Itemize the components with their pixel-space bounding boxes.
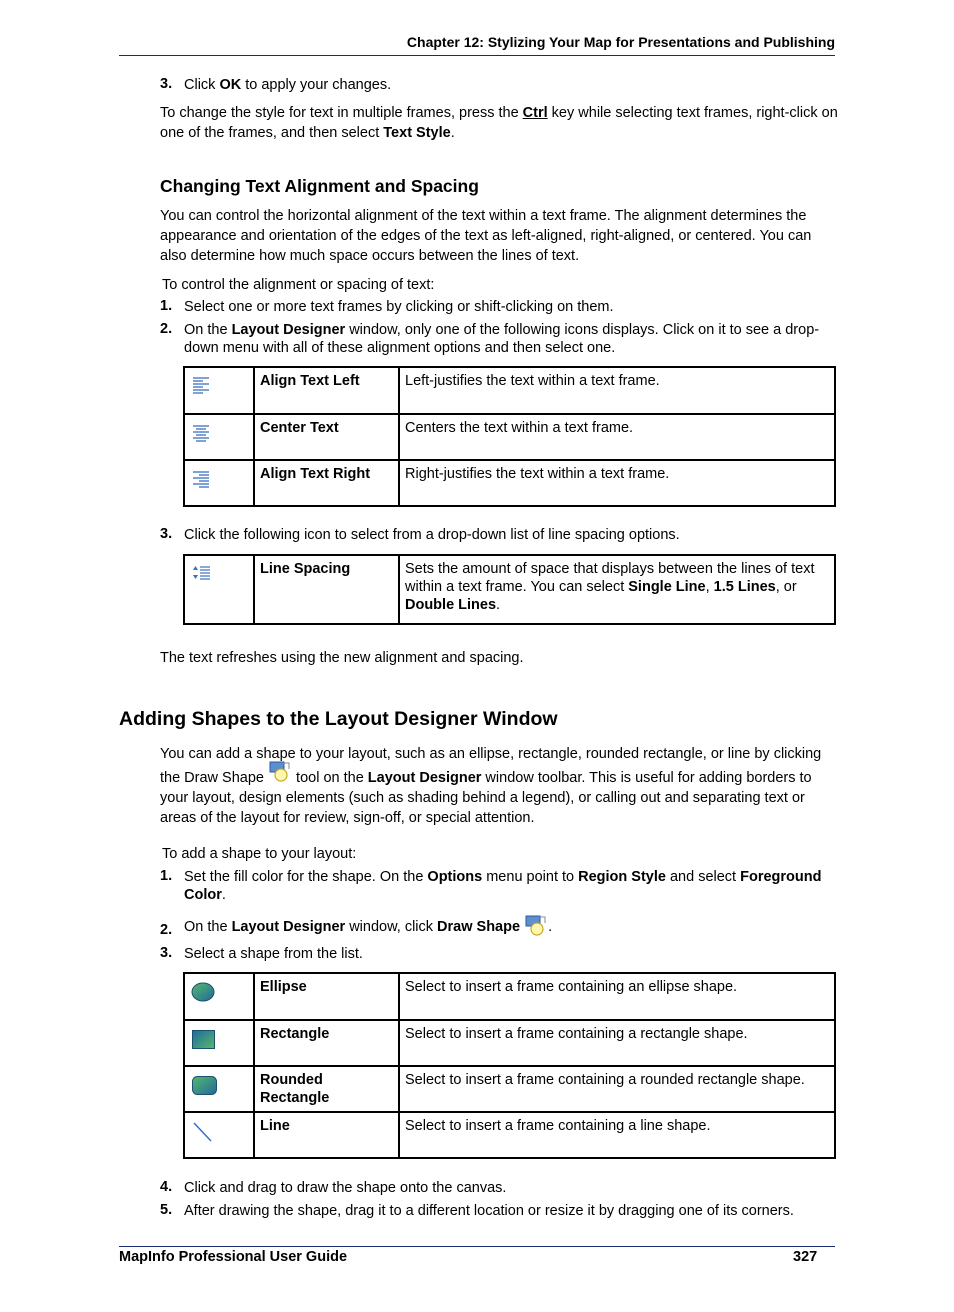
alignment-table [183, 366, 836, 507]
draw-shape-icon [524, 914, 548, 938]
step-number: 1. [160, 868, 173, 884]
line-spacing-icon [191, 562, 213, 582]
option-description: Right-justifies the text within a text frame. [399, 460, 835, 506]
option-description: Left-justifies the text within a text frame. [399, 367, 835, 414]
rectangle-icon [191, 1027, 219, 1051]
paragraph: You can control the horizontal alignment of the text within a text frame. The alignment determines the appearance and orientation of the edges of the text as left-aligned, right-aligned, or centered. You can also determine how much space occurs between the lines of text. [160, 208, 812, 264]
footer-rule [119, 1246, 835, 1247]
table-row [184, 1020, 835, 1066]
step-number: 1. [160, 298, 173, 314]
step-text: Click the following icon to select from a drop-down list of line spacing options. [184, 527, 680, 543]
section-heading: Changing Text Alignment and Spacing [160, 176, 479, 196]
footer-guide-title: MapInfo Professional User Guide [119, 1249, 348, 1265]
step-text: After drawing the shape, drag it to a different location or resize it by dragging one of its corners. [184, 1203, 794, 1219]
paragraph: To change the style for text in multiple frames, press the Ctrl key while selecting text frames, right-click on one of the frames, and then select Text Style. [160, 105, 838, 141]
table-row [184, 1066, 835, 1112]
step-number: 3. [160, 526, 173, 542]
option-description: Select to insert a frame containing an ellipse shape. [399, 973, 835, 1020]
paragraph: You can add a shape to your layout, such as an ellipse, rectangle, rounded rectangle, or line by clicking the Draw Shape tool on the Layout Designer window toolbar. This is useful for adding borders to your layout, design elements (such as shading behind a legend), or calling out and separating text or areas of the layout for review, sign-off, or special attention. [160, 746, 822, 826]
align-right-icon [191, 467, 211, 489]
section-heading: Adding Shapes to the Layout Designer Window [119, 708, 558, 730]
table-row [184, 1112, 835, 1158]
table-row [184, 460, 835, 506]
option-description: Select to insert a frame containing a line shape. [399, 1112, 835, 1158]
step-text: Click and drag to draw the shape onto the canvas. [184, 1180, 507, 1196]
running-header: Chapter 12: Stylizing Your Map for Presentations and Publishing [406, 34, 835, 50]
line-icon [191, 1119, 219, 1145]
step-text: On the Layout Designer window, click Draw Shape . [184, 914, 840, 940]
option-name: Line Spacing [254, 555, 399, 624]
table-row [184, 367, 835, 414]
table-row [184, 414, 835, 460]
option-description: Select to insert a frame containing a rectangle shape. [399, 1020, 835, 1066]
option-description: Centers the text within a text frame. [399, 414, 835, 460]
shapes-table [183, 972, 836, 1159]
procedure-lead: To add a shape to your layout: [162, 846, 357, 862]
ellipse-icon [191, 980, 219, 1004]
table-row [184, 973, 835, 1020]
step-number: 3. [160, 945, 173, 961]
step-number: 2. [160, 922, 173, 938]
option-description: Select to insert a frame containing a rounded rectangle shape. [399, 1066, 835, 1112]
option-name: Rectangle [254, 1020, 399, 1066]
step-number: 5. [160, 1202, 173, 1218]
page-number: 327 [793, 1249, 818, 1265]
step-number: 3. [160, 76, 173, 92]
procedure-lead: To control the alignment or spacing of text: [162, 277, 435, 293]
step-text: Set the fill color for the shape. On the Options menu point to Region Style and select Foreground Color. [184, 869, 822, 903]
option-name: Ellipse [254, 973, 399, 1020]
draw-shape-icon [268, 760, 292, 784]
option-name: Line [254, 1112, 399, 1158]
step-text: On the Layout Designer window, only one of the following icons displays. Click on it to see a drop-down menu with all of these alignment options and then select one. [184, 322, 820, 356]
option-name: Rounded Rectangle [254, 1066, 399, 1112]
option-name: Center Text [254, 414, 399, 460]
option-name: Align Text Left [254, 367, 399, 414]
option-name: Align Text Right [254, 460, 399, 506]
header-rule [119, 55, 835, 56]
step-text: Select one or more text frames by clicking or shift-clicking on them. [184, 299, 614, 315]
align-left-icon [191, 374, 211, 394]
step-number: 2. [160, 321, 173, 337]
paragraph: The text refreshes using the new alignment and spacing. [160, 650, 524, 666]
option-description: Sets the amount of space that displays between the lines of text within a text frame. You can select Single Line, 1.5 Lines, or Double Lines. [399, 555, 835, 624]
rounded-rectangle-icon [191, 1073, 219, 1097]
table-row [184, 555, 835, 624]
align-center-icon [191, 421, 211, 443]
step-text: Select a shape from the list. [184, 946, 363, 962]
spacing-table [183, 554, 836, 625]
step-number: 4. [160, 1179, 173, 1195]
step-text: Click OK to apply your changes. [184, 77, 392, 93]
